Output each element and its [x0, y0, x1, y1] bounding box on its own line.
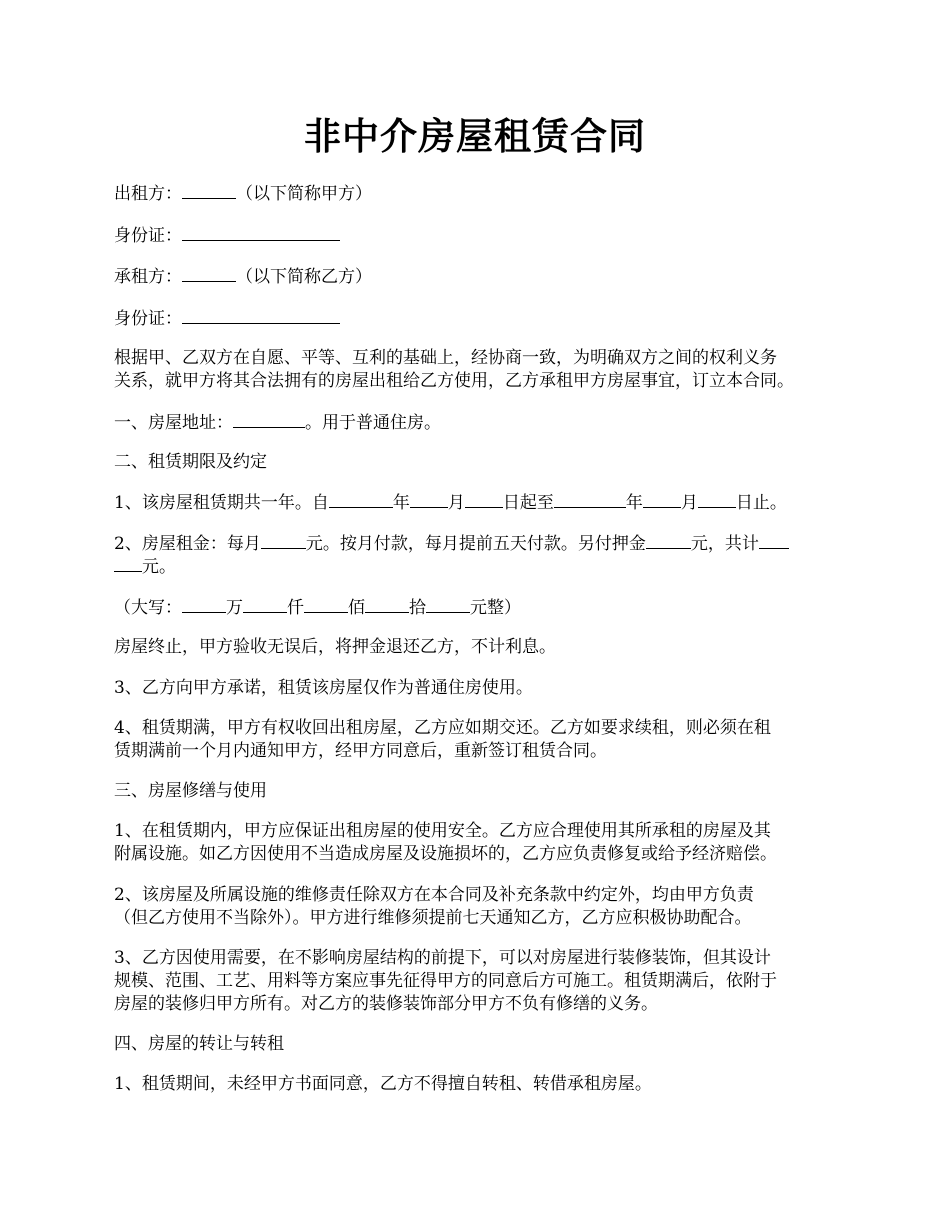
start-day-blank: [465, 490, 503, 508]
rent-prefix: 2、房屋租金：每月: [114, 534, 261, 554]
address-blank: [233, 410, 305, 428]
monthly-rent-blank: [261, 531, 306, 549]
lessee-blank: [182, 264, 236, 282]
rent-line-1: [114, 531, 854, 556]
document-title: 非中介房屋租赁合同: [304, 114, 646, 158]
clause-3-2-line-2: （但乙方使用不当除外）。甲方进行维修须提前七天通知乙方，乙方应积极协助配合。: [114, 908, 752, 928]
rent-line-2: [114, 554, 854, 579]
rent-mid2: 元，共计: [690, 534, 759, 554]
preamble-line-2: 关系，就甲方将其合法拥有的房屋出租给乙方使用，乙方承租甲方房屋事宜，订立本合同。: [114, 371, 794, 391]
total-blank-part1: [759, 531, 789, 549]
clause-2-4-line-1: 4、租赁期满，甲方有权收回出租房屋，乙方应如期交还。乙方如要求续租，则必须在租: [114, 718, 771, 738]
term-month1: 月: [447, 493, 465, 513]
lessee-id-line: [114, 306, 854, 331]
lessee-line: [114, 264, 854, 289]
lessee-id-blank: [182, 306, 340, 324]
preamble-line-1: 根据甲、乙双方在自愿、平等、互利的基础上，经协商一致，为明确双方之间的权利义务: [114, 348, 777, 368]
start-year-blank: [329, 490, 393, 508]
clause-4-1: 1、租赁期间，未经甲方书面同意，乙方不得擅自转租、转借承租房屋。: [114, 1074, 652, 1094]
lessor-id-blank: [182, 223, 340, 241]
clause-3-2-line-1: 2、该房屋及所属设施的维修责任除双方在本合同及补充条款中约定外，均由甲方负责: [114, 885, 754, 905]
term-day2: 日止。: [735, 493, 787, 513]
total-blank-part2: [114, 554, 142, 572]
end-month-blank: [643, 490, 681, 508]
term-year1: 年: [392, 493, 410, 513]
capital-prefix: （大写：: [114, 598, 182, 618]
clause-3-1-line-2: 附属设施。如乙方因使用不当造成房屋及设施损坏的，乙方应负责修复或给予经济赔偿。: [114, 844, 777, 864]
lessee-id-label: 身份证：: [114, 309, 182, 329]
term-year2: 年: [625, 493, 643, 513]
capital-qian: 仟: [287, 598, 304, 618]
capital-line: [114, 595, 854, 620]
clause-2-4-line-2: 赁期满前一个月内通知甲方，经甲方同意后，重新签订租赁合同。: [114, 741, 607, 761]
end-year-blank: [554, 490, 626, 508]
lessor-id-label: 身份证：: [114, 226, 182, 246]
yuan-blank: [426, 595, 470, 613]
term-line: [114, 490, 854, 515]
shi-blank: [365, 595, 409, 613]
lessor-blank: [182, 181, 236, 199]
section-3-heading: 三、房屋修缮与使用: [114, 781, 267, 801]
clause-2-3: 3、乙方向甲方承诺，租赁该房屋仅作为普通住房使用。: [114, 678, 533, 698]
lessor-id-line: [114, 223, 854, 248]
lessee-suffix: （以下简称乙方）: [236, 267, 372, 287]
clause-3-3-line-2: 规模、范围、工艺、用料等方案应事先征得甲方的同意后方可施工。租赁期满后，依附于: [114, 971, 777, 991]
clause-3-1-line-1: 1、在租赁期内，甲方应保证出租房屋的使用安全。乙方应合理使用其所承租的房屋及其: [114, 821, 771, 841]
section-2-heading: 二、租赁期限及约定: [114, 452, 267, 472]
term-prefix: 1、该房屋租赁期共一年。自: [114, 493, 329, 513]
rent-mid1: 元。按月付款，每月提前五天付款。另付押金: [305, 534, 646, 554]
clause-3-3-line-1: 3、乙方因使用需要，在不影响房屋结构的前提下，可以对房屋进行装修装饰，但其设计: [114, 948, 771, 968]
capital-end: 元整）: [470, 598, 521, 618]
start-month-blank: [410, 490, 448, 508]
wan-blank: [182, 595, 226, 613]
section-4-heading: 四、房屋的转让与转租: [114, 1034, 284, 1054]
lessor-label: 出租方：: [114, 184, 182, 204]
address-suffix: 。用于普通住房。: [305, 413, 441, 433]
deposit-blank: [646, 531, 691, 549]
term-day1: 日起至: [502, 493, 554, 513]
lessor-suffix: （以下简称甲方）: [236, 184, 372, 204]
capital-shi: 拾: [409, 598, 426, 618]
rent-end: 元。: [142, 557, 176, 577]
address-line: [114, 410, 854, 435]
clause-3-3-line-3: 房屋的装修归甲方所有。对乙方的装修装饰部分甲方不负有修缮的义务。: [114, 994, 658, 1014]
lessor-line: [114, 181, 854, 206]
capital-bai: 佰: [348, 598, 365, 618]
term-month2: 月: [680, 493, 698, 513]
qian-blank: [243, 595, 287, 613]
bai-blank: [304, 595, 348, 613]
deposit-return-text: 房屋终止，甲方验收无误后，将押金退还乙方，不计利息。: [114, 637, 556, 657]
capital-wan: 万: [226, 598, 243, 618]
address-prefix: 一、房屋地址：: [114, 413, 233, 433]
lessee-label: 承租方：: [114, 267, 182, 287]
end-day-blank: [698, 490, 736, 508]
